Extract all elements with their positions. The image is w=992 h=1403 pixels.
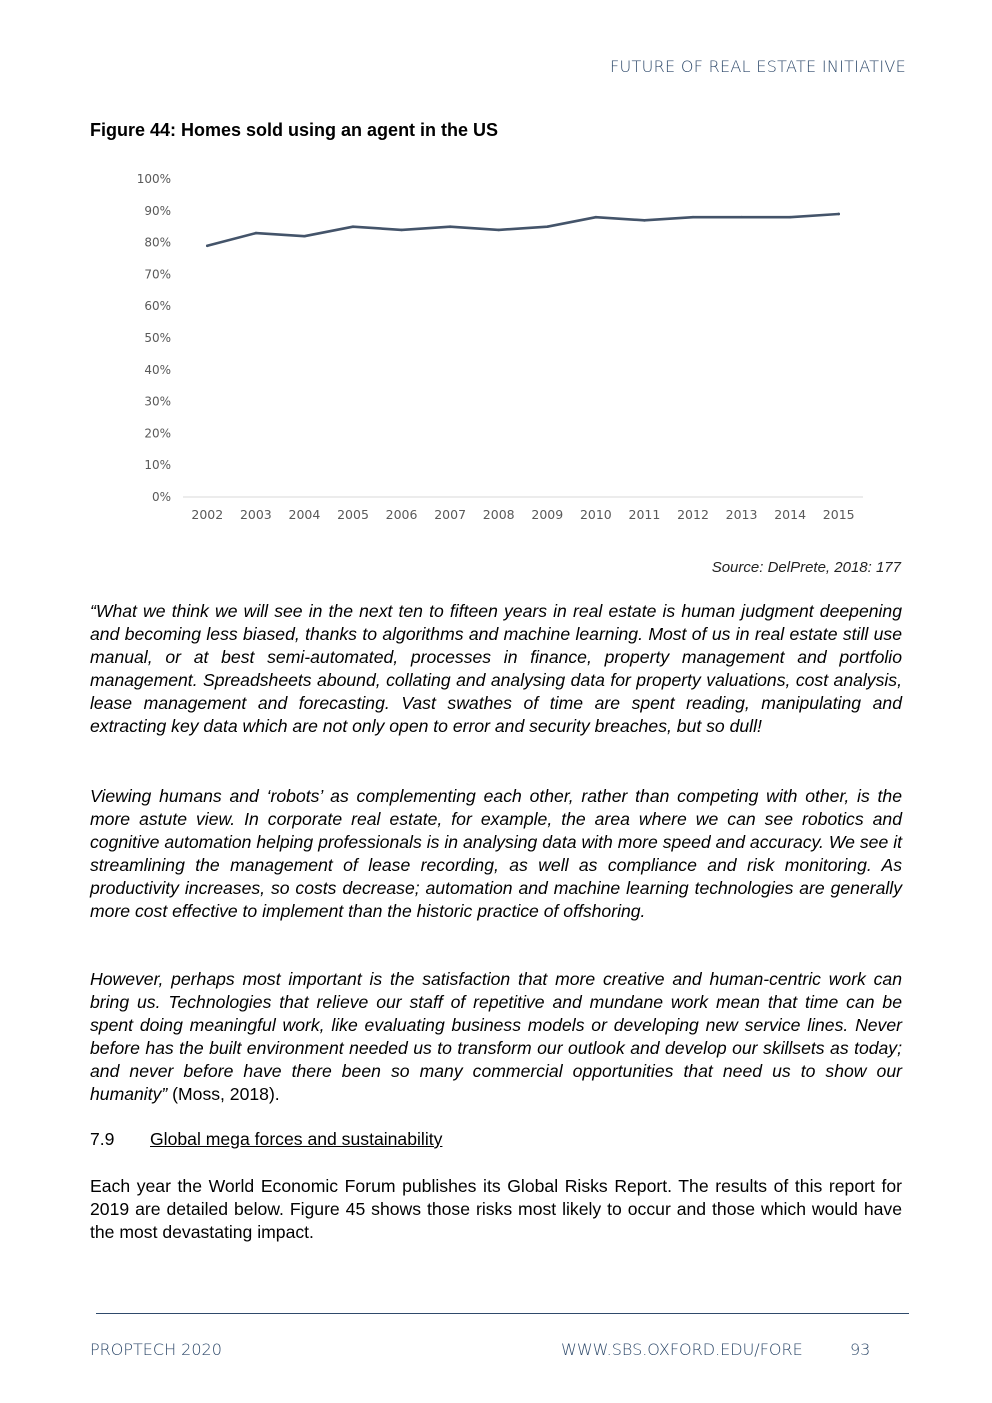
y-tick-label: 90%	[144, 203, 171, 218]
data-point	[643, 219, 646, 222]
y-tick-label: 40%	[144, 362, 171, 377]
quote-paragraph-1: “What we think we will see in the next ten to fifteen years in real estate is human judgment deepening and becoming less biased, thanks to algorithms and machine learning. Most of us in real estate still use manual, or at best semi-automated, processes in finance, property management and portfolio management. Spreadsheets abound, collating and analysing data for property valuations, cost analysis, lease management and forecasting. Vast swathes of time are spent reading, manipulating and extracting key data which are not only open to error and security breaches, but so dull!	[90, 601, 902, 736]
data-point	[400, 229, 403, 232]
y-tick-label: 100%	[136, 172, 171, 186]
x-tick-label: 2014	[774, 507, 807, 522]
data-point	[740, 216, 743, 219]
footer-publication: PROPTECH 2020	[90, 1340, 222, 1359]
x-tick-label: 2009	[531, 507, 564, 522]
y-tick-label: 20%	[144, 426, 171, 441]
footer-url: WWW.SBS.OXFORD.EDU/FORE	[561, 1340, 803, 1359]
data-point	[206, 244, 209, 247]
series-line	[207, 214, 838, 246]
quote-citation: (Moss, 2018).	[167, 1084, 280, 1104]
x-tick-label: 2008	[482, 507, 515, 522]
x-tick-label: 2003	[239, 507, 272, 522]
x-tick-label: 2005	[337, 507, 369, 522]
section-heading	[90, 1129, 442, 1150]
y-tick-label: 80%	[144, 235, 171, 250]
quote-text: However, perhaps most important is the satisfaction that more creative and human-centric work can bring us. Technologies that relieve our staff of repetitive and mundane work mean that time can be spent doing meaningful work, like evaluating business models or developing new service lines. Never before has the built environment needed us to transform our outlook and develop our skillsets as today; and never before have there been so many commercial opportunities that need us to show our humanity”	[90, 969, 902, 1104]
data-point	[255, 232, 258, 235]
data-point	[595, 216, 598, 219]
y-tick-label: 30%	[144, 394, 171, 409]
figure-title: Figure 44: Homes sold using an agent in the US	[90, 120, 499, 140]
y-tick-label: 70%	[144, 267, 171, 282]
x-tick-label: 2010	[579, 507, 612, 522]
data-point	[546, 225, 549, 228]
body-paragraph: Each year the World Economic Forum publishes its Global Risks Report. The results of this report for 2019 are detailed below. Figure 45 shows those risks most likely to occur and those which would have the most devastating impact.	[90, 1176, 902, 1242]
data-point	[789, 216, 792, 219]
running-header: FUTURE OF REAL ESTATE INITIATIVE	[610, 57, 906, 76]
x-tick-label: 2015	[822, 507, 855, 522]
x-tick-label: 2007	[434, 507, 467, 522]
data-point	[692, 216, 695, 219]
data-point	[303, 235, 306, 238]
y-tick-label: 10%	[144, 458, 171, 473]
y-tick-label: 50%	[144, 331, 171, 345]
y-tick-label: 60%	[144, 299, 171, 314]
x-tick-label: 2013	[725, 507, 758, 522]
line-chart	[100, 165, 880, 535]
data-point	[497, 229, 500, 232]
figure-source: Source: DelPrete, 2018: 177	[711, 559, 901, 576]
quote-paragraph-2: Viewing humans and ‘robots’ as complementing each other, rather than competing with other, is the more astute view. In corporate real estate, for example, the area where we can see robotics and cognitive automation helping professionals is in analysing data with more speed and accuracy. We see it streamlining the management of lease recording, as well as compliance and risk monitoring. As productivity increases, so costs decrease; automation and machine learning technologies are generally more cost effective to implement than the historic practice of offshoring.	[90, 786, 902, 921]
quote-paragraph-3	[90, 968, 902, 1106]
section-title: Global mega forces and sustainability	[150, 1129, 443, 1149]
footer-divider	[96, 1313, 909, 1314]
data-point	[352, 225, 355, 228]
data-point	[837, 213, 840, 216]
page-number: 93	[850, 1340, 871, 1359]
x-tick-label: 2002	[191, 507, 224, 522]
x-tick-label: 2011	[628, 507, 661, 522]
x-tick-label: 2006	[385, 507, 418, 522]
data-point	[449, 225, 452, 228]
y-tick-label: 0%	[151, 490, 171, 504]
section-number: 7.9	[90, 1129, 115, 1149]
x-tick-label: 2004	[288, 507, 321, 522]
x-tick-label: 2012	[677, 507, 709, 522]
